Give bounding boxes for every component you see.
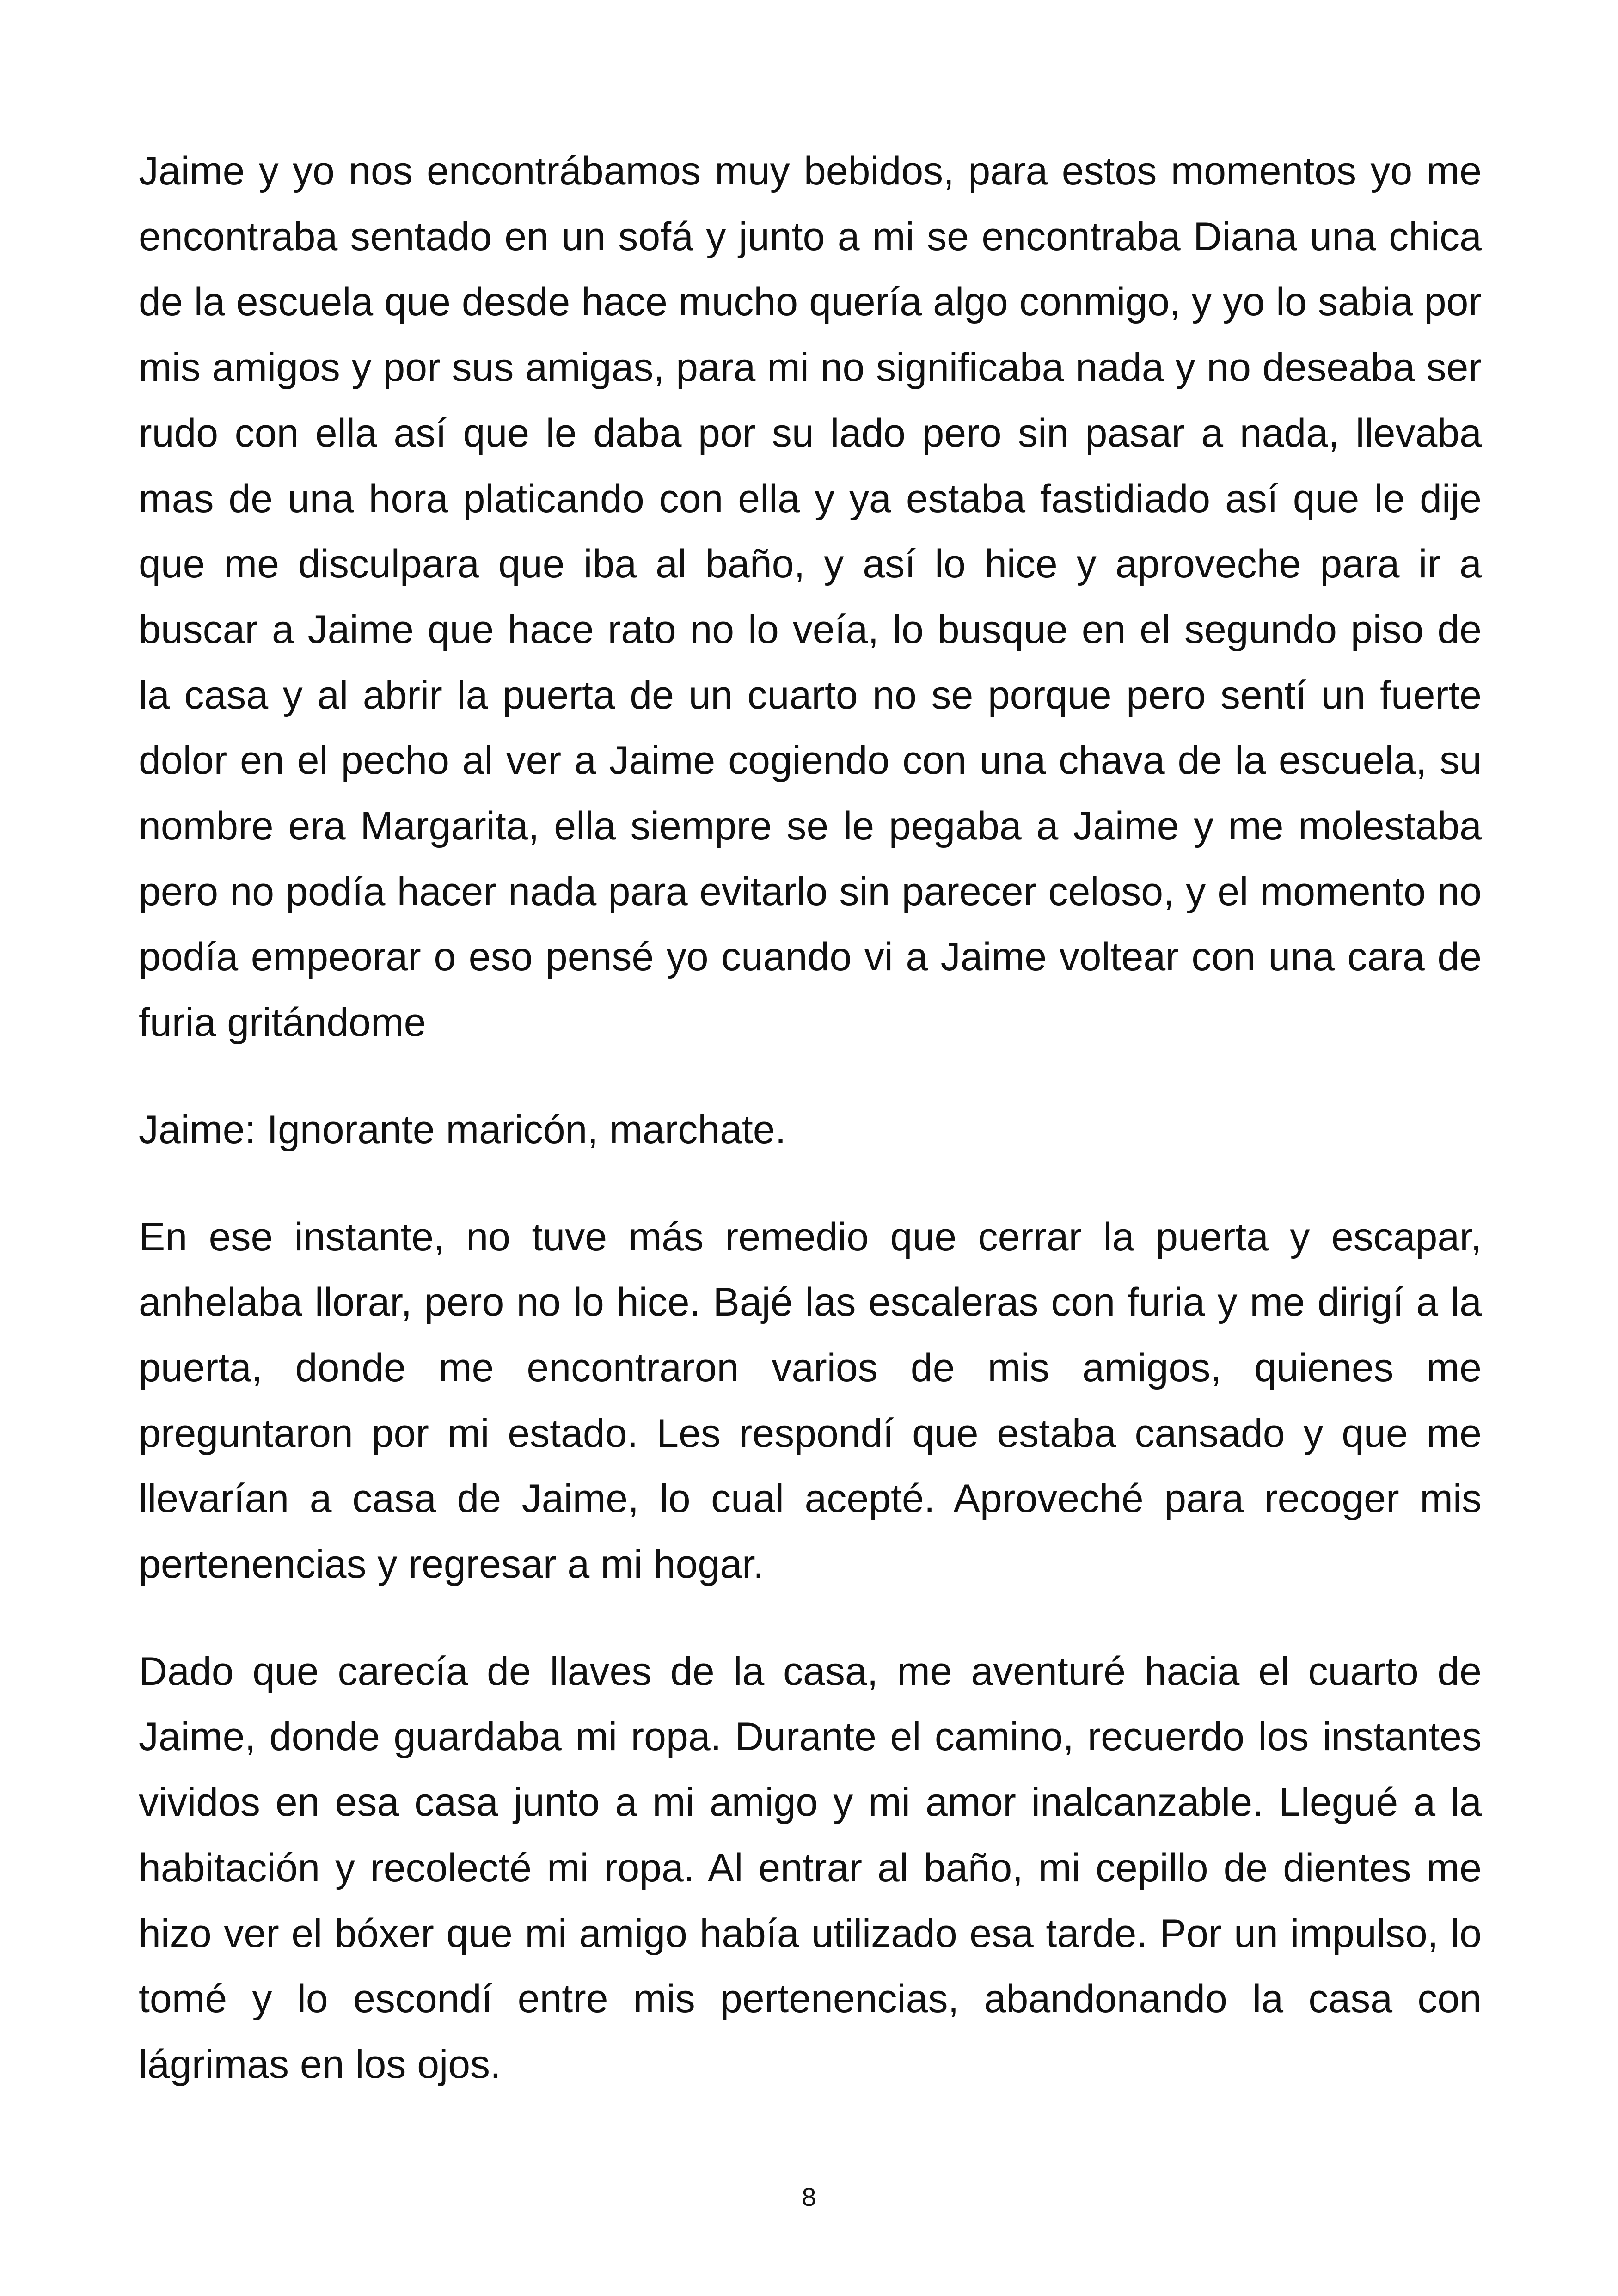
- page-number: 8: [802, 2182, 816, 2211]
- paragraph: Dado que carecía de llaves de la casa, me aventuré hacia el cuarto de Jaime, donde guardaba mi ropa. Durante el camino, recuerdo los instantes vividos en esa casa junto a mi amigo y mi amor inalcanzable. Llegué a la habitación y recolecté mi ropa. Al entrar al baño, mi cepillo de dientes me hizo ver el bóxer que mi amigo había utilizado esa tarde. Por un impulso, lo tomé y lo escondí entre mis pertenencias, abandonando la casa con lágrimas en los ojos.: [139, 1649, 1482, 2087]
- paragraph: Jaime y yo nos encontrábamos muy bebidos, para estos momentos yo me encontraba sentado en un sofá y junto a mi se encontraba Diana una chica de la escuela que desde hace mucho quería algo conmigo, y yo lo sabia por mis amigos y por sus amigas, para mi no significaba nada y no deseaba ser rudo con ella así que le daba por su lado pero sin pasar a nada, llevaba mas de una hora platicando con ella y ya estaba fastidiado así que le dije que me disculpara que iba al baño, y así lo hice y aproveche para ir a buscar a Jaime que hace rato no lo veía, lo busque en el segundo piso de la casa y al abrir la puerta de un cuarto no se porque pero sentí un fuerte dolor en el pecho al ver a Jaime cogiendo con una chava de la escuela, su nombre era Margarita, ella siempre se le pegaba a Jaime y me molestaba pero no podía hacer nada para evitarlo sin parecer celoso, y el momento no podía empeorar o eso pensé yo cuando vi a Jaime voltear con una cara de furia gritándome: [139, 149, 1482, 1045]
- paragraph: En ese instante, no tuve más remedio que cerrar la puerta y escapar, anhelaba llorar, pero no lo hice. Bajé las escaleras con furia y me dirigí a la puerta, donde me encontraron varios de mis amigos, quienes me preguntaron por mi estado. Les respondí que estaba cansado y que me llevarían a casa de Jaime, lo cual acepté. Aproveché para recoger mis pertenencias y regresar a mi hogar.: [139, 1214, 1482, 1587]
- dialogue-line: Jaime: Ignorante maricón, marchate.: [139, 1107, 786, 1152]
- body-text: [139, 139, 1482, 2139]
